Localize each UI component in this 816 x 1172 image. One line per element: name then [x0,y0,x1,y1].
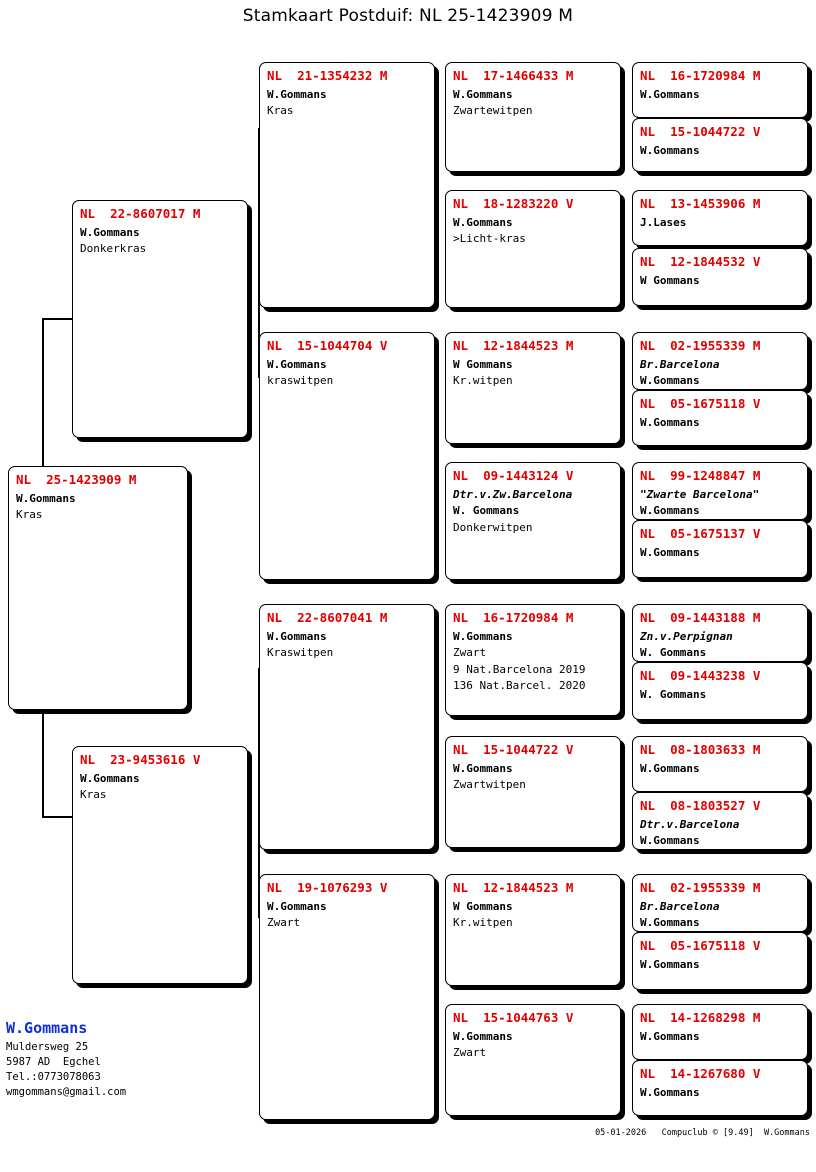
pigeon-card-gg8[interactable] [445,1004,621,1116]
pigeon-card-gg2[interactable] [445,190,621,308]
pigeon-card-ggg4[interactable] [632,248,808,306]
pigeon-id: NL 02-1955339 M [640,880,761,895]
pigeon-id: NL 05-1675118 V [640,396,761,411]
pigeon-id: NL 19-1076293 V [267,880,388,895]
pigeon-id: NL 05-1675137 V [640,526,761,541]
pigeon-id: NL 25-1423909 M [16,472,137,487]
pigeon-card-gg4[interactable] [445,462,621,580]
pigeon-details: W Gommans Kr.witpen [453,900,513,930]
pigeon-id: NL 17-1466433 M [453,68,574,83]
pigeon-id: NL 18-1283220 V [453,196,574,211]
pigeon-details: W.Gommans [640,546,700,559]
pigeon-id: NL 12-1844523 M [453,338,574,353]
pigeon-details: W.Gommans Zwartwitpen [453,762,526,792]
phone-line: Tel.:0773078063 [6,1071,101,1084]
pigeon-details: W.Gommans Zwartewitpen [453,88,533,118]
pigeon-card-ggg9[interactable] [632,604,808,662]
pigeon-card-ggg8[interactable] [632,520,808,578]
pigeon-card-ggg12[interactable] [632,792,808,850]
software-credit: 05-01-2026 Compuclub © [9.49] W.Gommans [595,1128,810,1138]
pigeon-details: W.Gommans [640,1086,700,1099]
pigeon-card-dam[interactable] [72,746,248,984]
pigeon-details: J.Lases [640,216,687,229]
address-line-1: Muldersweg 25 [6,1040,89,1053]
pigeon-details: W.Gommans kraswitpen [267,358,334,388]
pigeon-details: W.Gommans Kras [80,772,140,802]
pigeon-id: NL 14-1268298 M [640,1010,761,1025]
page-title: Stamkaart Postduif: NL 25-1423909 M [242,6,574,26]
pigeon-card-ggg6[interactable] [632,390,808,446]
pigeon-id: NL 23-9453616 V [80,752,201,767]
pigeon-id: NL 22-8607017 M [80,206,201,221]
pigeon-card-ggg10[interactable] [632,662,808,720]
breeder-name: W.Gommans [6,1019,88,1037]
pigeon-card-g4[interactable] [259,874,435,1120]
pigeon-details: W.Gommans [640,144,700,157]
pigeon-details: W.Gommans Kraswitpen [267,630,334,660]
pigeon-id: NL 16-1720984 M [453,610,574,625]
pigeon-id: NL 15-1044722 V [640,124,761,139]
pigeon-details: "Zwarte Barcelona" W.Gommans [640,488,760,518]
pigeon-card-g1[interactable] [259,62,435,308]
pigeon-id: NL 09-1443124 V [453,468,574,483]
address-line-2: 5987 AD Egchel [6,1055,101,1068]
pigeon-card-ggg3[interactable] [632,190,808,246]
pigeon-details: W.Gommans [640,958,700,971]
pigeon-id: NL 21-1354232 M [267,68,388,83]
pigeon-id: NL 14-1267680 V [640,1066,761,1081]
pigeon-card-gg5[interactable] [445,604,621,716]
email-line: wmgommans@gmail.com [6,1086,127,1099]
pigeon-card-g2[interactable] [259,332,435,580]
pigeon-details: W.Gommans Donkerkras [80,226,147,256]
pigeon-id: NL 05-1675118 V [640,938,761,953]
pigeon-id: NL 12-1844523 M [453,880,574,895]
pigeon-details: Dtr.v.Zw.Barcelona W. Gommans Donkerwitpen [453,488,573,534]
pigeon-details: W Gommans Kr.witpen [453,358,513,388]
pigeon-details: W Gommans [640,274,700,287]
pigeon-details: Dtr.v.Barcelona W.Gommans [640,818,740,848]
pigeon-id: NL 13-1453906 M [640,196,761,211]
pigeon-card-ggg15[interactable] [632,1004,808,1060]
pigeon-card-ggg5[interactable] [632,332,808,390]
pigeon-id: NL 16-1720984 M [640,68,761,83]
pigeon-details: W.Gommans Zwart 9 Nat.Barcelona 2019 136 Nat.Barcel. 2020 [453,630,586,692]
pigeon-card-ggg13[interactable] [632,874,808,932]
pigeon-details: Br.Barcelona W.Gommans [640,900,720,930]
pigeon-id: NL 08-1803633 M [640,742,761,757]
pigeon-card-ggg7[interactable] [632,462,808,520]
pigeon-id: NL 15-1044704 V [267,338,388,353]
pigeon-id: NL 08-1803527 V [640,798,761,813]
pigeon-details: W.Gommans [640,416,700,429]
pigeon-details: W.Gommans [640,762,700,775]
pigeon-id: NL 15-1044763 V [453,1010,574,1025]
pigeon-id: NL 15-1044722 V [453,742,574,757]
connector [42,318,72,320]
pigeon-card-sire[interactable] [72,200,248,438]
pigeon-card-gg6[interactable] [445,736,621,848]
pigeon-details: W.Gommans Kras [16,492,76,522]
pigeon-id: NL 09-1443188 M [640,610,761,625]
pigeon-card-ggg16[interactable] [632,1060,808,1116]
pigeon-id: NL 09-1443238 V [640,668,761,683]
pigeon-card-subject[interactable] [8,466,188,710]
pigeon-card-g3[interactable] [259,604,435,850]
pigeon-id: NL 99-1248847 M [640,468,761,483]
pigeon-card-gg7[interactable] [445,874,621,986]
pigeon-card-ggg14[interactable] [632,932,808,990]
pigeon-card-gg1[interactable] [445,62,621,172]
pigeon-details: Zn.v.Perpignan W. Gommans [640,630,733,660]
pigeon-card-ggg1[interactable] [632,62,808,118]
pigeon-details: Br.Barcelona W.Gommans [640,358,720,388]
pigeon-id: NL 12-1844532 V [640,254,761,269]
pigeon-card-ggg11[interactable] [632,736,808,792]
pigeon-details: W.Gommans Zwart [453,1030,513,1060]
pigeon-details: W.Gommans >Licht-kras [453,216,526,246]
pigeon-card-ggg2[interactable] [632,118,808,172]
connector [42,816,72,818]
pigeon-details: W.Gommans Kras [267,88,327,118]
pigeon-details: W.Gommans [640,88,700,101]
pigeon-id: NL 02-1955339 M [640,338,761,353]
pigeon-id: NL 22-8607041 M [267,610,388,625]
pigeon-card-gg3[interactable] [445,332,621,444]
breeder-address [6,1018,126,1101]
pigeon-details: W.Gommans Zwart [267,900,327,930]
pigeon-details: W. Gommans [640,688,707,701]
pigeon-details: W.Gommans [640,1030,700,1043]
